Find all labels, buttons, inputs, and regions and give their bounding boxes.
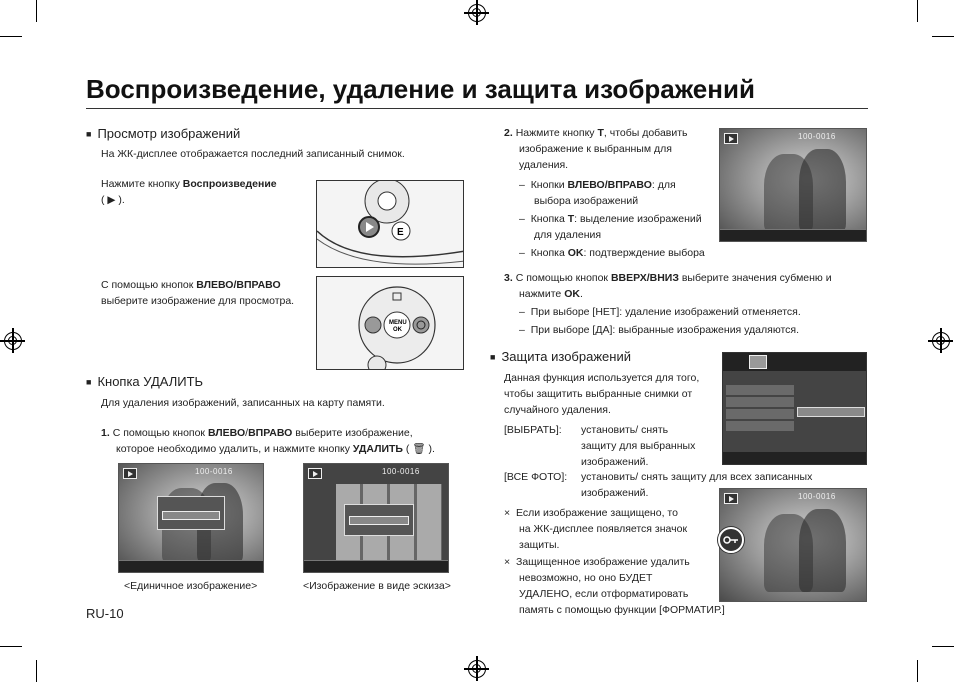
image-counter: 100-0016 (798, 132, 836, 141)
step-number: 3. (504, 272, 513, 284)
camera-illustration-dial (316, 276, 464, 370)
text: : выделение изображений (574, 213, 702, 225)
svg-text:OK: OK (393, 327, 402, 333)
text: выберите изображение, (292, 427, 413, 439)
text: Нажмите кнопку (515, 127, 598, 139)
crop-mark (932, 646, 954, 647)
crop-mark (36, 660, 37, 682)
text: установить/ снять защиту для всех записанных (581, 471, 813, 483)
text: Если изображение защищено, то (515, 507, 678, 519)
dialog-option-highlight (162, 511, 220, 520)
note-mark: × (504, 507, 511, 519)
text: Кнопка (530, 247, 568, 259)
bold-text: OK (567, 247, 584, 259)
section-heading-protect: ■ Защита изображений (490, 349, 631, 364)
step-3-bullet-2 (519, 322, 799, 338)
text: чтобы защитить выбранные снимки от (504, 388, 693, 400)
submenu-highlight (797, 407, 865, 417)
step-2-bullet-2 (519, 211, 719, 243)
menu-tab-bar (723, 353, 867, 371)
text: Кнопка (530, 213, 568, 225)
step-3-bullet-1 (519, 304, 801, 320)
crop-mark (932, 36, 954, 37)
note-1 (504, 505, 719, 553)
section-heading-delete: ■ Кнопка УДАЛИТЬ (86, 374, 203, 389)
key-drawing (720, 529, 742, 551)
photo-person (799, 509, 846, 592)
note-mark: × (504, 556, 511, 568)
camera-drawing (317, 181, 464, 268)
view-intro: На ЖК-дисплее отображается последний записанный снимок. (101, 148, 405, 160)
step-2 (504, 125, 719, 173)
crop-mark (917, 660, 918, 682)
delete-step-1 (101, 425, 481, 457)
view-step-a (101, 176, 311, 208)
text: При выборе [НЕТ]: удаление изображений отменяется. (530, 306, 801, 318)
bold-text: OK (564, 288, 580, 300)
delete-intro: Для удаления изображений, записанных на карту памяти. (101, 397, 385, 409)
text: на ЖК-дисплее появляется значок (519, 523, 688, 535)
crop-mark (36, 0, 37, 22)
text: УДАЛЕНО, если отформатировать (519, 588, 689, 600)
view-step-b (101, 277, 316, 309)
page-number: RU-10 (86, 606, 124, 621)
play-icon (724, 133, 738, 144)
step-2-bullet-1 (519, 177, 719, 209)
play-icon (724, 493, 738, 504)
bold-text: ВЛЕВО (207, 427, 246, 439)
menu-bottom-bar (723, 452, 867, 464)
delete-dialog (344, 504, 414, 536)
svg-text:MENU: MENU (389, 320, 407, 326)
text: : для (651, 179, 676, 191)
text: . (579, 288, 583, 300)
lcd-bottom-bar (119, 560, 263, 572)
text: С помощью кнопок (515, 272, 611, 284)
lock-key-icon (718, 527, 744, 553)
section-heading-view: ■ Просмотр изображений (86, 126, 240, 141)
step-number: 2. (504, 127, 513, 139)
text: невозможно, но оно БУДЕТ (519, 572, 653, 584)
delete-dialog (157, 496, 225, 530)
page-title: Воспроизведение, удаление и защита изображений (86, 74, 755, 104)
bold-text: ВВЕРХ/ВНИЗ (610, 272, 679, 284)
text: защиты. (519, 539, 560, 551)
protect-menu-screen (722, 352, 867, 465)
photo-person (799, 149, 846, 232)
play-icon (308, 468, 322, 479)
dash: – (519, 247, 525, 259)
text: При выборе [ДА]: выбранные изображения удаляются. (530, 324, 800, 336)
lcd-screen-thumbnail-delete (303, 463, 449, 573)
step-number: 1. (101, 427, 110, 439)
lcd-bottom-bar (720, 229, 866, 241)
step-2-bullet-3 (519, 245, 719, 261)
text: ( 🗑 ). (402, 443, 435, 455)
lcd-screen-select-delete (719, 128, 867, 242)
text: С помощью кнопок (101, 279, 197, 291)
step-3 (504, 270, 864, 302)
text: защиту для выбранных (581, 440, 696, 452)
dialog-option-highlight (349, 516, 409, 525)
registration-mark-icon (932, 332, 950, 350)
lcd-bottom-bar (304, 560, 448, 572)
play-icon (123, 468, 137, 479)
text: выберите значения субменю и (678, 272, 832, 284)
text: , чтобы добавить (603, 127, 688, 139)
dash: – (519, 324, 525, 336)
bold-text: УДАЛИТЬ (352, 443, 403, 455)
bold-text: ВПРАВО (248, 427, 293, 439)
text: изображений. (581, 487, 649, 499)
text: Кнопки (530, 179, 568, 191)
bold-text: Воспроизведение (182, 178, 277, 190)
image-counter: 100-0016 (382, 467, 420, 476)
bold-text: ВЛЕВО/ВПРАВО (196, 279, 281, 291)
text: / (245, 427, 249, 439)
bold-text: ВЛЕВО/ВПРАВО (567, 179, 652, 191)
text: Защищенное изображение удалить (515, 556, 690, 568)
text: память с помощью функции [ФОРМАТИР.] (519, 604, 725, 616)
option-select-label: [ВЫБРАТЬ]: (504, 424, 562, 436)
caption-single-image: <Единичное изображение> (124, 580, 258, 592)
bold-text: T (567, 213, 575, 225)
dash: – (519, 213, 525, 225)
lcd-screen-single-delete (118, 463, 264, 573)
text: ( ▶ ). (101, 194, 125, 206)
text: : подтверждение выбора (583, 247, 705, 259)
text: установить/ снять (581, 424, 669, 436)
crop-mark (0, 36, 22, 37)
svg-text:E: E (397, 227, 404, 238)
image-counter: 100-0016 (195, 467, 233, 476)
text: для удаления (534, 229, 602, 241)
protect-intro (504, 370, 719, 418)
text: выбора изображений (534, 195, 639, 207)
dash: – (519, 306, 525, 318)
text: нажмите (519, 288, 565, 300)
crop-mark (917, 0, 918, 22)
option-all-label: [ВСЕ ФОТО]: (504, 471, 568, 483)
text: Нажмите кнопку (101, 178, 183, 190)
dash: – (519, 179, 525, 191)
crop-mark (0, 646, 22, 647)
text: удаления. (519, 159, 569, 171)
menu-rows (726, 385, 794, 433)
registration-mark-icon (468, 4, 486, 22)
text: С помощью кнопок (112, 427, 208, 439)
text: изображение к выбранным для (519, 143, 672, 155)
text: выберите изображение для просмотра. (101, 295, 295, 307)
bold-text: T (597, 127, 604, 139)
camera-illustration-playback-button (316, 180, 464, 268)
image-counter: 100-0016 (798, 492, 836, 501)
caption-thumbnail-image: <Изображение в виде эскиза> (303, 580, 451, 592)
title-divider (86, 108, 868, 109)
text: случайного удаления. (504, 404, 611, 416)
dial-drawing (317, 277, 464, 370)
text: изображений. (581, 456, 649, 468)
registration-mark-icon (4, 332, 22, 350)
option-select-desc (581, 422, 721, 470)
registration-mark-icon (468, 660, 486, 678)
text: которое необходимо удалить, и нажмите кнопку (116, 443, 353, 455)
menu-tab-active (749, 355, 767, 369)
text: Данная функция используется для того, (504, 372, 700, 384)
